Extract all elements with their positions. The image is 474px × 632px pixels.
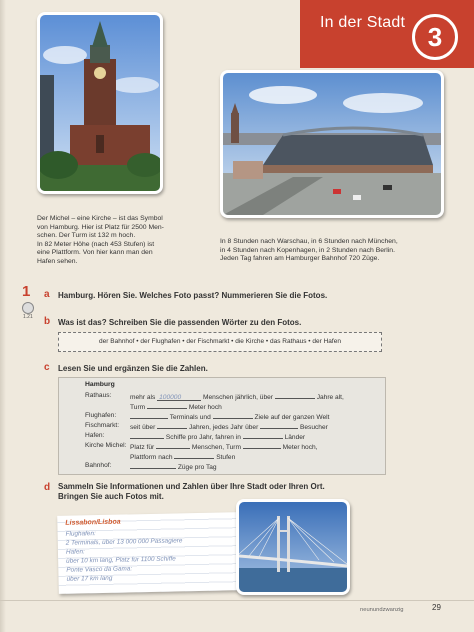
form-text: Menschen, Turm [191,444,241,451]
form-heading: Hamburg [85,381,115,388]
page-spine-shadow [0,0,6,632]
form-text: Meter hoch [188,404,222,411]
caption-line: eine Plattform. Von hier kann man den [37,249,153,257]
blank-field[interactable] [157,421,187,429]
form-label: Kirche Michel: [85,442,127,449]
form-row-rathaus [59,391,385,401]
audio-track-number: 1 [22,283,31,300]
task-a-letter: a [44,289,50,300]
form-row-kirche [59,441,385,451]
caption-line: Hafen sehen. [37,257,78,265]
form-text: Menschen jährlich, über [202,394,273,401]
form-row-plattform [59,451,385,461]
blank-field[interactable] [260,421,298,429]
caption-line: schen. Der Turm ist 132 m hoch. [37,232,136,240]
form-text: mehr als [130,394,156,401]
note-line: Flughafen: [65,530,96,538]
form-label: Hafen: [85,432,105,439]
form-text: Züge pro Tag [177,464,217,471]
form-text: Terminals und [169,414,211,421]
task-c-instruction: Lesen Sie und ergänzen Sie die Zahlen. [58,364,208,373]
unit-number-badge: 3 [412,14,458,60]
blank-field[interactable] [213,411,253,419]
page-number: 29 [432,603,441,612]
form-text: Stufen [216,454,236,461]
footer-divider [0,600,474,601]
blank-field[interactable] [174,451,214,459]
note-line: über 10 km lang, Platz für 1100 Schiffe [66,555,176,565]
form-text: Besucher [299,424,328,431]
blank-field[interactable] [243,431,283,439]
form-label: Bahnhof: [85,462,112,469]
audio-track-label: 1.21 [23,314,33,320]
form-label: Flughafen: [85,412,117,419]
form-row-fischmarkt [59,421,385,431]
blank-field[interactable] [243,441,281,449]
blank-field[interactable] [156,441,190,449]
blank-field[interactable] [147,401,187,409]
hamburg-facts-form [58,377,386,475]
station-illustration [223,73,441,215]
form-text: Jahren, jedes Jahr über [188,424,259,431]
task-d-line: Sammeln Sie Informationen und Zahlen über Ihre Stadt oder Ihren Ort. [58,482,325,491]
chapter-title: In der Stadt [320,14,406,31]
form-row-turm [59,401,385,411]
form-text: Platz für [130,444,155,451]
note-title: Lissabon/Lisboa [65,518,121,527]
caption-line: Der Michel – eine Kirche – ist das Symbol [37,215,163,222]
note-line: 2 Terminals, über 13 000 000 Passagiere [65,537,183,547]
page-number-words: neunundzwanzig [360,607,404,613]
cd-icon [22,302,34,314]
caption-line: in 4 Stunden nach Kopenhagen, in 2 Stunden nach Berlin. [220,246,395,254]
photo-hamburg-station [220,70,444,218]
caption-station [220,238,446,264]
blank-field[interactable] [130,411,168,419]
caption-line: In 82 Meter Höhe (nach 453 Stufen) ist [37,240,155,248]
form-row-flughafen [59,411,385,421]
form-text: Turm [130,404,146,411]
form-text: Schiffe pro Jahr, fahren in [165,434,241,441]
blank-field[interactable] [275,391,315,399]
photo-michel-church [37,12,163,194]
form-row-bahnhof [59,461,385,471]
task-d-line: Bringen Sie auch Fotos mit. [58,492,164,501]
caption-michel [37,215,192,267]
blank-field[interactable] [130,461,176,469]
word-box: der Bahnhof • der Flughafen • der Fischmarkt • die Kirche • das Rathaus • der Hafen [58,332,382,352]
form-text: Plattform nach [130,454,173,461]
task-d-letter: d [44,482,51,493]
form-text: Ziele auf der ganzen Welt [254,414,330,421]
form-text: seit über [130,424,156,431]
caption-line: von Hamburg. Hier ist Platz für 2500 Men- [37,223,164,231]
form-label: Fischmarkt: [85,422,120,429]
blank-field[interactable] [130,431,164,439]
form-row-hafen [59,431,385,441]
task-b-instruction: Was ist das? Schreiben Sie die passenden Wörter zu den Fotos. [58,318,302,327]
caption-line: Jeden Tag fahren am Hamburger Bahnhof 720 Züge. [220,255,380,263]
note-line: Ponte Vasco da Gama: [66,565,133,574]
note-line: über 17 km lang [66,574,113,583]
form-text: Jahre alt, [316,394,344,401]
bridge-illustration [239,502,347,592]
form-text: Länder [284,434,306,441]
task-b-letter: b [44,316,51,327]
photo-lisbon-bridge [236,499,350,595]
church-illustration [40,15,160,191]
task-a-instruction: Hamburg. Hören Sie. Welches Foto passt? Nummerieren Sie die Fotos. [58,291,328,300]
form-label: Rathaus: [85,392,112,399]
form-text: Meter hoch, [282,444,318,451]
task-c-letter: c [44,362,50,373]
lisbon-note-card [57,512,241,594]
caption-line: In 8 Stunden nach Warschau, in 6 Stunden nach München, [220,238,398,245]
note-line: Hafen: [65,548,85,556]
blank-field-filled[interactable]: 100000 [157,393,201,401]
